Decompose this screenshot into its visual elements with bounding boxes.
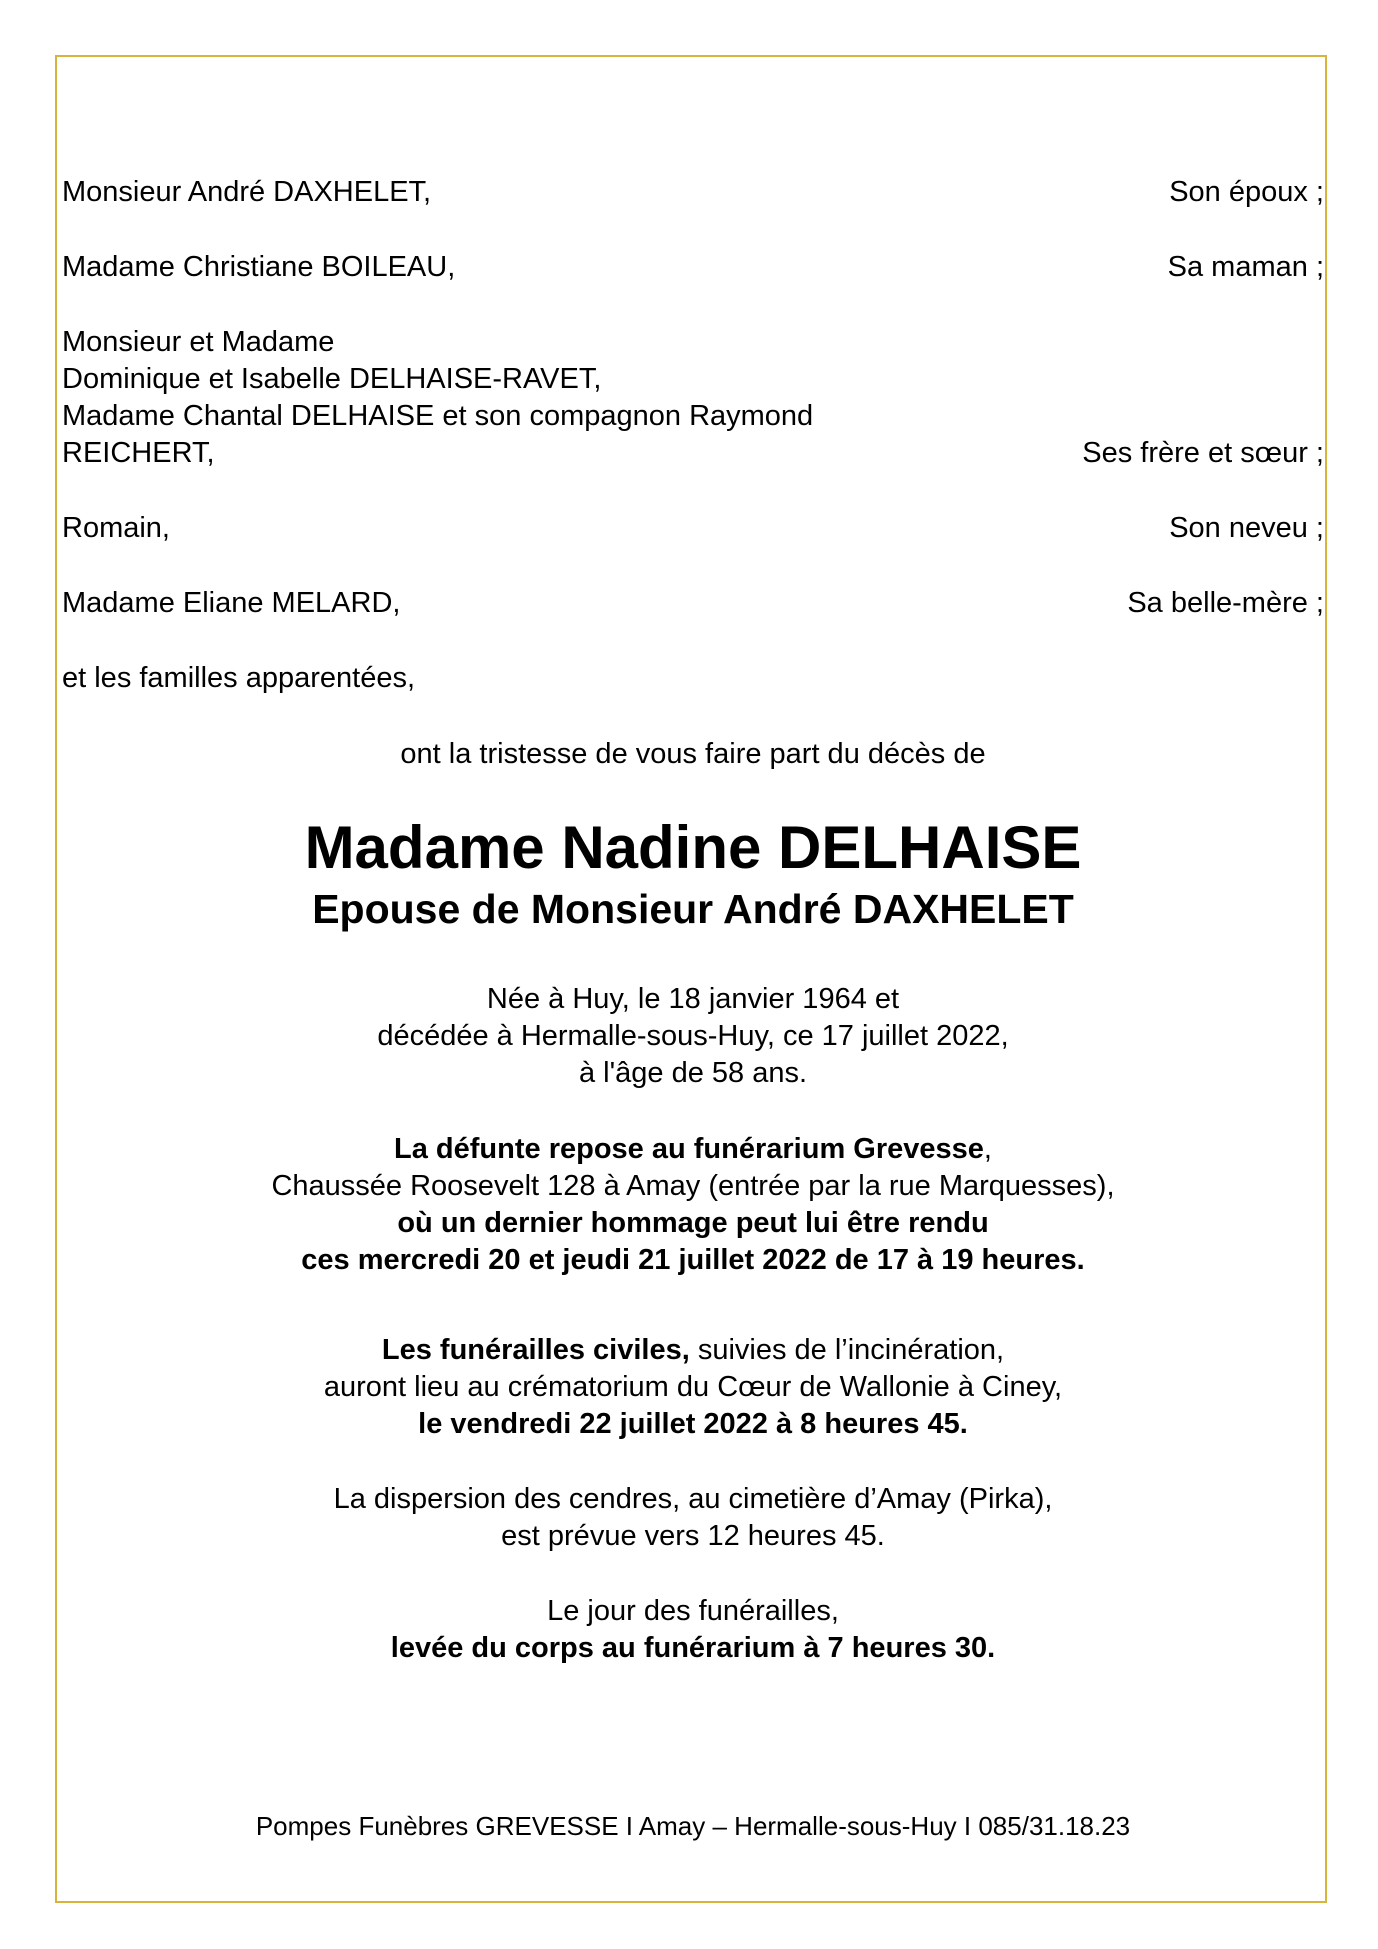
dispersion-location: La dispersion des cendres, au cimetière d’Amay (Pirka), — [333, 1483, 1053, 1515]
family-row — [62, 249, 1324, 286]
family-row — [62, 324, 1324, 472]
funerals-heading — [60, 1332, 1326, 1369]
repose-address: Chaussée Roosevelt 128 à Amay (entrée par la rue Marquesses), — [271, 1170, 1115, 1202]
deceased-name: Madame Nadine DELHAISE — [304, 814, 1082, 881]
family-names: Madame Christiane BOILEAU, — [62, 251, 456, 283]
family-role: Sa maman ; — [1167, 251, 1324, 283]
family-role: Ses frère et sœur ; — [1082, 437, 1324, 469]
dispersion-time: est prévue vers 12 heures 45. — [501, 1520, 885, 1552]
levee-intro: Le jour des funérailles, — [547, 1595, 839, 1627]
family-names: et les familles apparentées, — [62, 662, 416, 694]
family-role: Son époux ; — [1169, 176, 1324, 208]
funeral-home-footer: Pompes Funèbres GREVESSE I Amay – Hermalle-sous-Huy I 085/31.18.23 — [255, 1811, 1131, 1841]
birth-line: Née à Huy, le 18 janvier 1964 et — [486, 983, 900, 1015]
family-row — [62, 510, 1324, 547]
funerals-block — [60, 1332, 1326, 1443]
repose-heading — [60, 1131, 1326, 1168]
family-names: Monsieur André DAXHELET, — [62, 176, 432, 208]
birth-death-block — [60, 981, 1326, 1092]
family-names: Madame Eliane MELARD, — [62, 587, 401, 619]
levee-time: levée du corps au funérarium à 7 heures 30. — [390, 1632, 996, 1664]
repose-block — [60, 1131, 1326, 1279]
funerals-date: le vendredi 22 juillet 2022 à 8 heures 45. — [418, 1408, 968, 1440]
family-list — [62, 174, 1324, 735]
family-names: Romain, — [62, 512, 170, 544]
death-line: décédée à Hermalle-sous-Huy, ce 17 juillet 2022, — [377, 1020, 1009, 1052]
announcement-intro: ont la tristesse de vous faire part du décès de — [400, 738, 986, 770]
repose-heading-bold: La défunte repose au funérarium Grevesse — [394, 1133, 984, 1165]
levee-block — [60, 1593, 1326, 1667]
deceased-subtitle: Epouse de Monsieur André DAXHELET — [312, 886, 1074, 932]
funerals-heading-bold: Les funérailles civiles, — [381, 1334, 690, 1366]
family-role: Sa belle-mère ; — [1127, 587, 1324, 619]
repose-dates: ces mercredi 20 et jeudi 21 juillet 2022 de 17 à 19 heures. — [301, 1244, 1085, 1276]
repose-tribute: où un dernier hommage peut lui être rendu — [397, 1207, 989, 1239]
repose-heading-rest: , — [983, 1133, 992, 1165]
funerals-location: auront lieu au crématorium du Cœur de Wallonie à Ciney, — [323, 1371, 1063, 1403]
family-row — [62, 585, 1324, 622]
funerals-heading-rest: suivies de l’incinération, — [689, 1334, 1005, 1366]
family-role: Son neveu ; — [1169, 512, 1324, 544]
family-row — [62, 174, 1324, 211]
age-line: à l'âge de 58 ans. — [578, 1057, 808, 1089]
dispersion-block — [60, 1481, 1326, 1555]
family-names: Monsieur et Madame Dominique et Isabelle DELHAISE-RAVET, Madame Chantal DELHAISE et son compagnon Raymond REICHERT, — [62, 326, 814, 469]
family-row — [62, 660, 1324, 697]
